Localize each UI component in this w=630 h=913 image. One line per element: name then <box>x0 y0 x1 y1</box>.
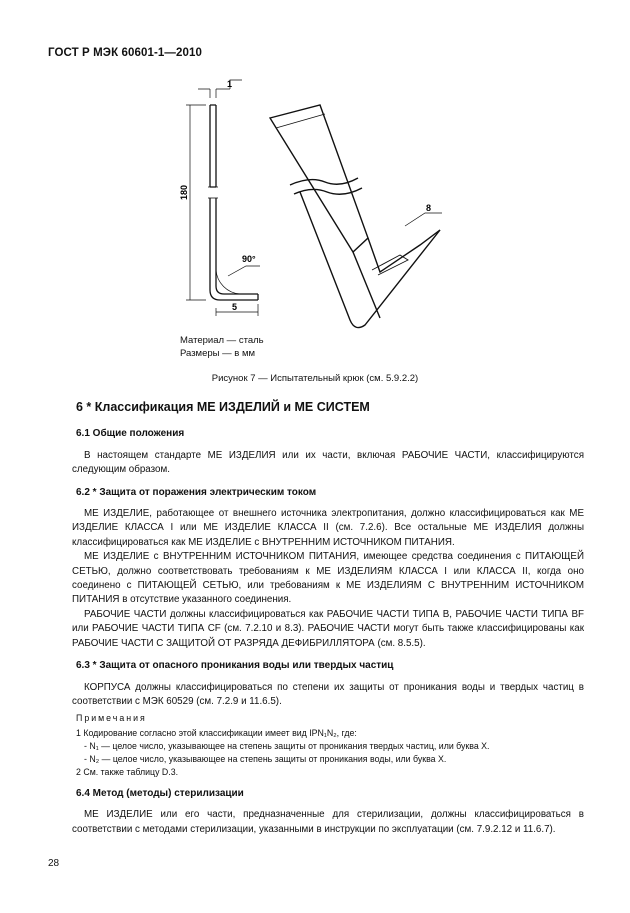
notes-title: Примечания <box>76 713 147 724</box>
note-1-n2: - N₂ — целое число, указывающее на степень защиты от проникания воды, или буква X. <box>84 753 447 764</box>
note-2: 2 См. также таблицу D.3. <box>76 766 179 777</box>
dim-thickness-label: 1 <box>227 79 233 89</box>
paragraph: РАБОЧИЕ ЧАСТИ должны классифицироваться как РАБОЧИЕ ЧАСТИ ТИПА B, РАБОЧИЕ ЧАСТИ ТИПА BF или РАБОЧИЕ ЧАСТИ ТИПА CF (см. 7.2.10 и 8.3). РАБОЧИЕ ЧАСТИ могут быть также классифицированы как РАБОЧИЕ ЧАСТИ С ЗАЩИТОЙ ОТ РАЗРЯДА ДЕФИБРИЛЛЯТОРА (см. 8.5.5). <box>72 608 584 649</box>
note-1: 1 Кодирование согласно этой классификации имеет вид IPN₁N₂, где: <box>76 727 357 738</box>
test-hook-drawing <box>150 70 480 360</box>
test-hook-figure <box>150 70 480 360</box>
paragraph: МЕ ИЗДЕЛИЕ с ВНУТРЕННИМ ИСТОЧНИКОМ ПИТАНИЯ, имеющее средства соединения с ПИТАЮЩЕЙ СЕТЬЮ, должно соответствовать требованиям к МЕ ИЗДЕЛИЯМ КЛАССА I или КЛАССА II, когда оно соединено с ПИТАЮЩЕЙ СЕТЬЮ, или требованиям к МЕ ИЗДЕЛИЯМ С ВНУТРЕННИМ ИСТОЧНИКОМ ПИТАНИЯ в отсутствие указанного соединения. <box>72 551 584 606</box>
paragraph: В настоящем стандарте МЕ ИЗДЕЛИЯ или их части, включая РАБОЧИЕ ЧАСТИ, классифицируются следующим образом. <box>72 449 584 476</box>
dim-foot-label: 5 <box>232 302 238 312</box>
subsection-6-2 <box>72 486 584 651</box>
subsection-6-3 <box>72 659 584 779</box>
figure-caption: Рисунок 7 — Испытательный крюк (см. 5.9.2.2) <box>211 373 419 384</box>
subsection-title: 6.4 Метод (методы) стерилизации <box>76 787 244 799</box>
subsection-title: 6.2 * Защита от поражения электрическим током <box>76 486 317 498</box>
note-1-n1: - N₁ — целое число, указывающее на степень защиты от проникания твердых частиц, или буква X. <box>84 740 490 751</box>
subsection-6-4 <box>72 787 584 837</box>
document-body <box>72 400 584 845</box>
page-number: 28 <box>48 858 60 869</box>
dim-tip-label: 8 <box>426 203 432 213</box>
units-note: Размеры — в мм <box>180 348 256 359</box>
paragraph: КОРПУСА должны классифицироваться по степени их защиты от проникания воды и твердых частиц в соответствии с МЭК 60529 (см. 7.2.9 и 11.6.5). <box>72 681 584 707</box>
material-note: Материал — сталь <box>180 335 264 346</box>
paragraph: МЕ ИЗДЕЛИЕ, работающее от внешнего источника электропитания, должно классифицироваться как МЕ ИЗДЕЛИЕ КЛАССА I или МЕ ИЗДЕЛИЕ КЛАССА II (см. 7.2.6). Все остальные МЕ ИЗДЕЛИЯ должны классифицироваться как МЕ ИЗДЕЛИЕ с ВНУТРЕННИМ ИСТОЧНИКОМ ПИТАНИЯ. <box>72 508 584 548</box>
dim-angle-label: 90° <box>242 254 256 264</box>
dim-length-label: 180 <box>179 184 189 200</box>
section-title: 6 * Классификация МЕ ИЗДЕЛИЙ и МЕ СИСТЕМ <box>76 400 370 414</box>
paragraph: МЕ ИЗДЕЛИЕ или его части, предназначенные для стерилизации, должны классифицироваться в соответствии с методами стерилизации, указанными в инструкции по эксплуатации (см. 7.9.2.12 и 11.6.7). <box>72 809 584 835</box>
subsection-6-1 <box>72 427 584 477</box>
subsection-title: 6.3 * Защита от опасного проникания воды или твердых частиц <box>76 660 394 672</box>
subsection-title: 6.1 Общие положения <box>76 428 185 440</box>
page-header: ГОСТ Р МЭК 60601-1—2010 <box>48 47 202 59</box>
